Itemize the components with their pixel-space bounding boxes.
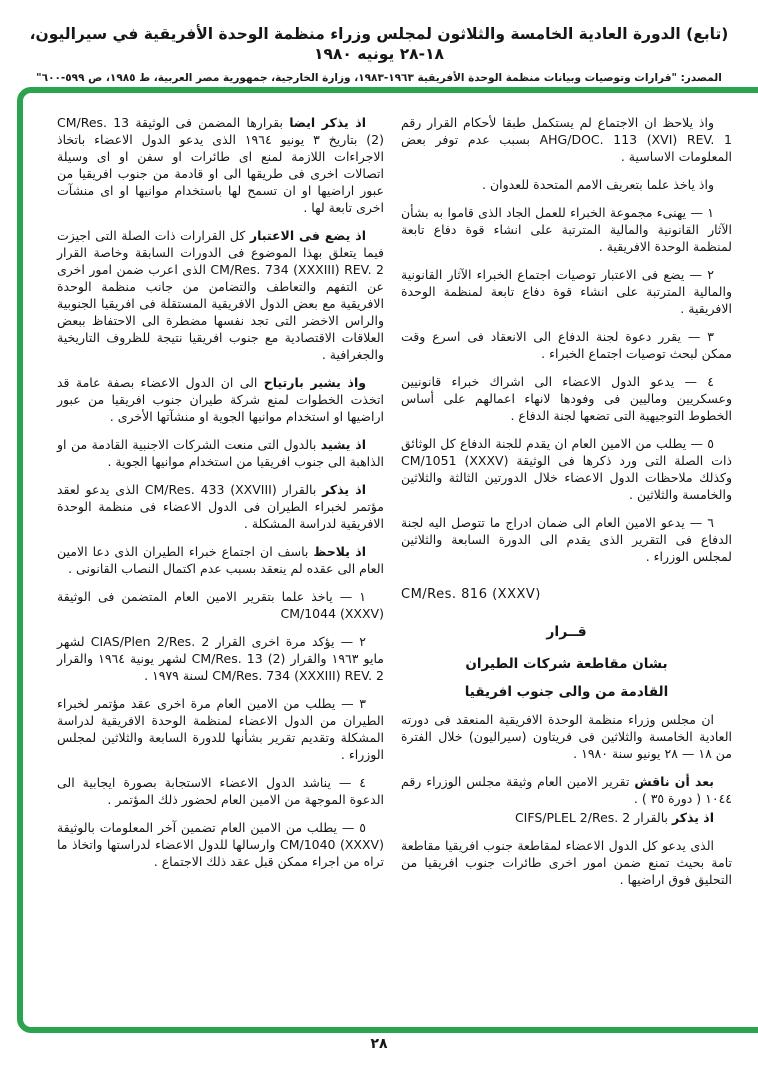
paragraph-text: بالقرار CM/Res. 433 (XXVIII) الذى يدعو لعقد مؤتمر لخبراء الطيران فى الدول الاعضاء فى منظمة الوحدة الافريقية لدراسة المشكلة . [57,482,384,531]
page-number: ٢٨ [370,1036,388,1052]
paragraph-text: كل القرارات ذات الصلة التى اجيزت فيما يتعلق بهذا الموضوع فى الدورات السابقة وخاصة القرار CM/Res. 734 (XXXIII) REV. 2 الذى اعرب ضمن امور اخرى عن التفهم والتعاطف والتضامن من جانب منظمة الوحدة الافريقية مع بعض الدول الافريقية المستقلة فى افريقيا الجنوبية والراس الاخضر التى تجد نفسها مضطرة الى الاحتفاظ ببعض العلاقات الاقتصادية مع جنوب افريقيا نتيجة للظروف التاريخية والجغرافية . [57,228,384,362]
paragraph-text: ٥ — يطلب من الامين العام تضمين آخر المعلومات بالوثيقة CM/1040 (XXXV) وارسالها للدول الاعضاء لدراستها واتخاذ ما تراه من اجراء ممكن قبل عقد ذلك الاجتماع . [57,820,384,869]
paragraph-text: ٢ — يضع فى الاعتبار توصيات اجتماع الخبراء الآثار القانونية والمالية المترتبة على انشاء قوة دفاع تابعة لمنظمة الوحدة الافريقية . [401,267,732,316]
paragraph [401,204,732,255]
paragraph-text: الى ان الدول الاعضاء بصفة عامة قد اتخذت الخطوات لمنع شركة طيران جنوب افريقيا من عبور اراضيها او استخدام موانيها الجوية او منشآتها الأخرى . [57,375,384,424]
paragraph [57,374,384,425]
paragraph [401,373,732,424]
paragraph-text: ٦ — يدعو الامين العام الى ضمان ادراج ما تتوصل اليه لجنة الدفاع فى التقرير الذى يقدم الى الدورة السابعة والثلاثين لمجلس الوزراء . [401,515,732,564]
paragraph [401,435,732,503]
paragraph-text: ١ — يهنىء مجموعة الخبراء للعمل الجاد الذى قاموا به بشأن الآثار القانونية والمالية المترتبة على انشاء قوة دفاع تابعة لمنظمة الوحدة الافريقية . [401,205,732,254]
paragraph-text: واذ ياخذ علما بتعريف الامم المتحدة للعدوان . [482,177,714,192]
paragraph [57,436,384,470]
paragraph-text: ٣ — يطلب من الامين العام مرة اخرى عقد مؤتمر لخبراء الطيران من الدول الاعضاء لمنظمة الوحدة الافريقية لدراسة المشكلة وتقديم تقرير بشأنها للدورة السابعة والثلاثين لمجلس الوزراء . [57,696,384,762]
paragraph [57,819,384,870]
resolution-subtitle-2: القادمة من والى جنوب افريقيا [464,684,669,700]
paragraph [57,543,384,577]
paragraph [401,176,732,193]
resolution-title: قــرار [546,624,587,640]
header-session-title: (تابع) الدورة العادية الخامسة والثلاثون لمجلس وزراء منظمة الوحدة الأفريقية في سيراليون، ١٨-٢٨ يونيه ١٩٨٠ [29,25,729,63]
paragraph [401,266,732,317]
paragraph-text: تقرير الامين العام وثيقة مجلس الوزراء رقم ١٠٤٤ ( دورة ٣٥ ) . [401,774,732,806]
paragraph-text: ٥ — يطلب من الامين العام ان يقدم للجنة الدفاع كل الوثائق ذات الصلة التى ورد ذكرها فى الوثيقة CM/1051 (XXXV) وكذلك ملاحظات الدول الاعضاء خلال الدورتين الثالثة والثلاثين والخامسة والثلاثين . [401,436,732,502]
paragraph-text: واذ يلاحظ ان الاجتماع لم يستكمل طبقا لأحكام القرار رقم AHG/DOC. 113 (XVI) REV. 1 بسبب عدم توفر بعض المعلومات الاساسية . [401,115,732,164]
paragraph [57,227,384,363]
paragraph-text: ٢ — يؤكد مرة اخرى القرار CIAS/Plen 2/Res. 2 لشهر مايو ١٩٦٣ والقرار CM/Res. 13 (2) لشهر يونية ١٩٦٤ والقرار CM/Res. 734 (XXXIII) REV. 2 لسنة ١٩٧٩ . [57,634,384,683]
resolution-doc-ref: CM/Res. 816 (XXXV) [401,587,541,602]
right-column-top-paragraphs [401,114,732,565]
paragraph [57,114,384,216]
paragraph [401,711,732,762]
paragraph [57,633,384,684]
paragraph-lead: اذ يلاحظ [313,544,366,559]
paragraph-text: بالقرار CIFS/PLEL 2/Res. 2 [514,810,672,825]
paragraph-text: ١ — ياخذ علما بتقرير الامين العام المتضمن فى الوثيقة CM/1044 (XXXV) [57,589,384,621]
paragraph-lead: اذ يذكر [322,482,366,497]
paragraph-lead: اذ يذكر ايضا [289,115,366,130]
paragraph [57,588,384,622]
resolution-subtitle-1: بشان مقاطعة شركات الطيران [465,656,668,672]
paragraph-lead: اذ يذكر [671,810,714,825]
paragraph-lead: بعد أن ناقش [634,774,714,789]
paragraph-text: ٣ — يقرر دعوة لجنة الدفاع الى الانعقاد فى اسرع وقت ممكن لبحث توصيات اجتماع الخبراء . [401,329,732,361]
paragraph-lead: واذ يشير بارتياح [263,375,367,390]
paragraph-text: بقرارها المضمن فى الوثيقة CM/Res. 13 (2) بتاريخ ٣ يونيو ١٩٦٤ الذى يدعو الدول الاعضاء باتخاذ الاجراءات اللازمة لمنع اى طائرات او سفن او اى وسيلة اتصالات اخرى فى طريقها الى او قادمة من جنوب افريقيا من عبور اراضيها او ان تسمح لها باستخدام موانيها او اى منشآت اخرى تابعة لها . [57,115,384,215]
paragraph [401,514,732,565]
right-column-bottom-paragraphs [401,711,732,888]
column-left [57,103,384,1017]
paragraph [401,114,732,165]
paragraph-text: بالدول التى منعت الشركات الاجنبية القادمة من او الذاهبة الى جنوب افريقيا من استخدام موانيها الجوية . [57,437,384,469]
content-border-box [17,87,758,1033]
paragraph-text: ٤ — يناشد الدول الاعضاء الاستجابة بصورة ايجابية الى الدعوة الموجهة من الامين العام لحضور ذلك المؤتمر . [57,775,384,807]
header-source-citation: المصدر: "قرارات وتوصيات وبيانات منظمة الوحدة الأفريقية ١٩٦٣-١٩٨٣، وزارة الخارجية، جمهورية مصر العربية، ط ١٩٨٥، ص ٥٩٩-٦٠٠" [36,72,722,84]
paragraph [57,774,384,808]
paragraph-lead: اذ يشيد [320,437,366,452]
paragraph [401,837,732,888]
paragraph-lead: اذ يضع فى الاعتبار [249,228,366,243]
paragraph [401,328,732,362]
paragraph [57,481,384,532]
paragraph-text: ان مجلس وزراء منظمة الوحدة الافريقية المنعقد فى دورته العادية الخامسة والثلاثين فى فريتاون (سيراليون) خلال الفترة من ١٨ — ٢٨ يونيو سنة ١٩٨٠ . [401,712,732,761]
paragraph-text: باسف ان اجتماع خبراء الطيران الذى دعا الامين العام الى عقده لم ينعقد بسبب عدم اكتمال النصاب القانونى . [57,544,384,576]
page-header [0,0,758,85]
paragraph [401,809,732,826]
column-right [401,103,732,1017]
paragraph [401,773,732,807]
paragraph [57,695,384,763]
paragraph-text: الذى يدعو كل الدول الاعضاء لمقاطعة جنوب افريقيا مقاطعة تامة بحيث تمنع ضمن امور اخرى طائرات جنوب افريقيا من التحليق فوق اراضيها . [401,838,732,887]
paragraph-text: ٤ — يدعو الدول الاعضاء الى اشراك خبراء قانونيين وعسكريين وماليين فى وفودها لانهاء اعمالهم على أساس الخطوط التوجيهية التى تضعها لجنة الدفاع . [401,374,732,423]
